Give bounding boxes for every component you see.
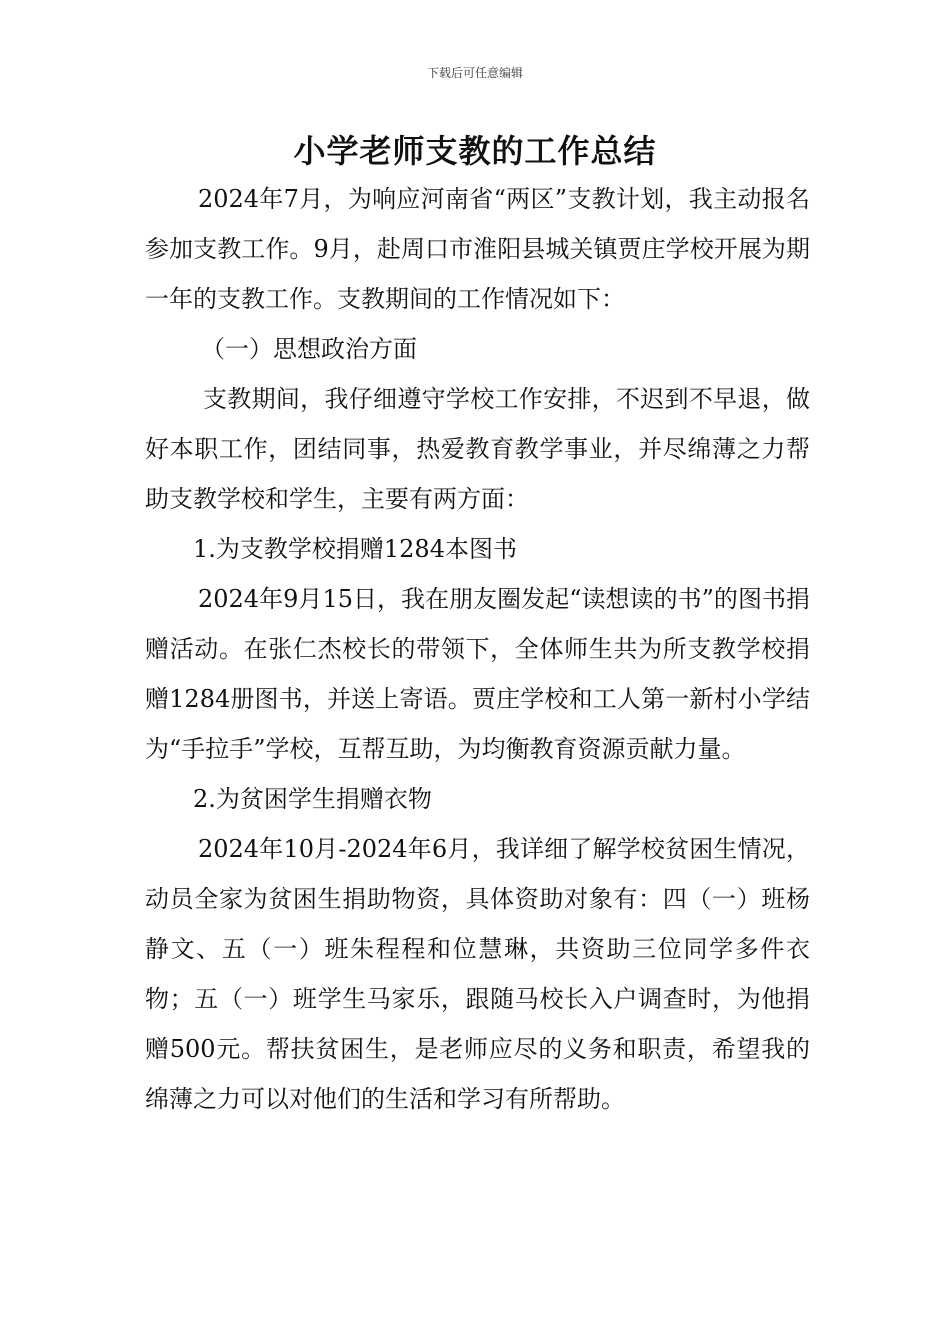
paragraph-intro: 2024年7月，为响应河南省“两区”支教计划，我主动报名参加支教工作。9月，赴周口市淮阳县城关镇贾庄学校开展为期一年的支教工作。支教期间的工作情况如下： [145, 185, 810, 313]
subheading-book-donation: 1.为支教学校捐赠1284本图书 [193, 535, 517, 563]
header-note: 下载后可任意编辑 [426, 66, 523, 80]
paragraph-ideology: 支教期间，我仔细遵守学校工作安排，不迟到不早退，做好本职工作，团结同事，热爱教育教学事业，并尽绵薄之力帮助支教学校和学生，主要有两方面： [145, 385, 810, 513]
paragraph-book-donation: 2024年9月15日，我在朋友圈发起“读想读的书”的图书捐赠活动。在张仁杰校长的带领下，全体师生共为所支教学校捐赠1284册图书，并送上寄语。贾庄学校和工人第一新村小学结为“手拉手”学校，互帮互助，为均衡教育资源贡献力量。 [145, 585, 810, 763]
paragraph-clothing-donation: 2024年10月-2024年6月，我详细了解学校贫困生情况，动员全家为贫困生捐助物资，具体资助对象有：四（一）班杨静文、五（一）班朱程程和位慧琳，共资助三位同学多件衣物；五（一）班学生马家乐，跟随马校长入户调查时，为他捐赠500元。帮扶贫困生，是老师应尽的义务和职责，希望我的绵薄之力可以对他们的生活和学习有所帮助。 [145, 835, 810, 1113]
section-heading-ideology: （一）思想政治方面 [201, 335, 417, 363]
document-title: 小学老师支教的工作总结 [293, 132, 657, 170]
document-body [145, 174, 810, 1124]
subheading-clothing-donation: 2.为贫困学生捐赠衣物 [193, 785, 432, 813]
